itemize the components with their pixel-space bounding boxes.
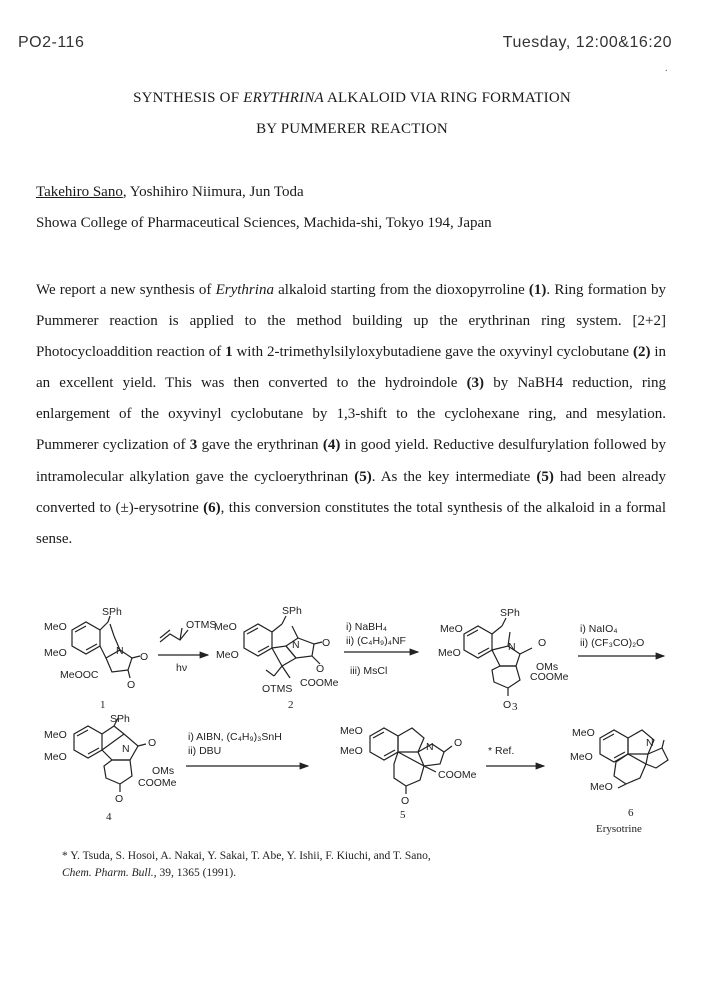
meo-label-6c: MeO	[590, 781, 613, 793]
compound-3	[438, 607, 569, 713]
meo-label-6b: MeO	[570, 751, 593, 763]
n-label-5: N	[426, 741, 434, 753]
o-label-3a: O	[538, 637, 547, 649]
arrow-3-reagent-1: i) NaIO₄	[580, 623, 618, 635]
arrow-4-reagent-2: ii) DBU	[188, 745, 222, 757]
compound-number-5: 5	[400, 809, 406, 821]
arrow-1-reagent: hν	[176, 662, 188, 674]
otms-butadiene	[160, 619, 216, 642]
session-time: Tuesday, 12:00&16:20	[502, 34, 672, 51]
n-label-2: N	[292, 639, 300, 651]
meooc-label-1: MeOOC	[60, 669, 99, 681]
affiliation: Showa College of Pharmaceutical Sciences, Machida-shi, Tokyo 194, Japan	[36, 215, 492, 231]
meo-label-5a: MeO	[340, 725, 363, 737]
meo-label-3b: MeO	[438, 647, 461, 659]
otms-label-2: OTMS	[262, 683, 293, 695]
o-label-4b: O	[115, 793, 124, 805]
n-label-4: N	[122, 743, 130, 755]
erysotrine-label: Erysotrine	[596, 823, 642, 835]
o-label-2a: O	[322, 637, 331, 649]
reference	[62, 848, 431, 882]
o-label-1a: O	[140, 651, 149, 663]
abstract-body: We report a new synthesis of Erythrina alkaloid starting from the dioxopyrroline (1). Ring formation by Pummerer reaction is applied to the method building up the erythrinan ring system. [2+2] Photocycloaddition reaction of 1 with 2-trimethylsilyloxybutadiene gave the oxyvinyl cyclobutane (2) in an excellent yield. This was then converted to the hydroindole (3) by NaBH4 reduction, ring enlargement of the oxyvinyl cyclobutane by 1,3-shift to the cyclohexane ring, and mesylation. Pummerer cyclization of 3 gave the erythrinan (4) in good yield. Reductive desulfurylation followed by intramolecular alkylation gave the cycloerythrinan (5). As the key intermediate (5) had been already converted to (±)-erysotrine (6), this conversion constitutes the total synthesis of the alkaloid in a formal sense.	[36, 282, 667, 547]
compound-1	[44, 606, 148, 711]
coome-label-3: COOMe	[530, 671, 569, 683]
authors: Takehiro Sano, Yoshihiro Niimura, Jun Toda	[36, 184, 304, 200]
meo-label-6a: MeO	[572, 727, 595, 739]
abstract-code: PO2-116	[18, 34, 85, 51]
otms-label-reagent: OTMS	[186, 619, 217, 631]
compound-2	[214, 605, 339, 711]
compound-6	[570, 727, 668, 835]
arrow-5-reagent: * Ref.	[488, 745, 515, 757]
meo-label-3a: MeO	[440, 623, 463, 635]
compound-4	[44, 713, 177, 823]
compound-number-2: 2	[288, 699, 294, 711]
arrow-3-reagent-2: ii) (CF₃CO)₂O	[580, 637, 645, 649]
n-label-3: N	[508, 641, 516, 653]
title-line-1: SYNTHESIS OF ERYTHRINA ALKALOID VIA RING FORMATION	[133, 90, 571, 106]
compound-number-6: 6	[628, 807, 634, 819]
margin-mark: ·	[664, 66, 668, 77]
sph-label-1: SPh	[102, 606, 122, 618]
title-line-2: BY PUMMERER REACTION	[256, 121, 448, 137]
oms-label-4: OMs	[152, 765, 175, 777]
o-label-3b: O	[503, 699, 512, 711]
meo-label-4a: MeO	[44, 729, 67, 741]
coome-label-2: COOMe	[300, 677, 339, 689]
o-label-1b: O	[127, 679, 136, 691]
compound-5	[340, 725, 477, 821]
o-label-4a: O	[148, 737, 157, 749]
n-label-6: N	[646, 737, 654, 749]
o-label-5b: O	[401, 795, 410, 807]
oms-label-3: OMs	[536, 661, 559, 673]
arrow-2-reagent-2: ii) (C₄H₉)₄NF	[346, 635, 406, 647]
arrow-2-reagent-1: i) NaBH₄	[346, 621, 388, 633]
reference-line-2: Chem. Pharm. Bull., 39, 1365 (1991).	[62, 867, 237, 879]
o-label-2b: O	[316, 663, 325, 675]
arrow-4-reagent-1: i) AIBN, (C₄H₉)₃SnH	[188, 731, 282, 743]
presenting-author: Takehiro Sano	[36, 184, 123, 200]
sph-label-3: SPh	[500, 607, 520, 619]
o-label-5a: O	[454, 737, 463, 749]
reaction-scheme	[0, 600, 704, 845]
meo-label-2a: MeO	[214, 621, 237, 633]
compound-number-4: 4	[106, 811, 112, 823]
meo-label-1a: MeO	[44, 621, 67, 633]
meo-label-4b: MeO	[44, 751, 67, 763]
coome-label-5: COOMe	[438, 769, 477, 781]
coome-label-4: COOMe	[138, 777, 177, 789]
meo-label-5b: MeO	[340, 745, 363, 757]
meo-label-1b: MeO	[44, 647, 67, 659]
reference-line-1: * Y. Tsuda, S. Hosoi, A. Nakai, Y. Sakai, T. Abe, Y. Ishii, F. Kiuchi, and T. Sano,	[62, 850, 431, 862]
sph-label-4: SPh	[110, 713, 130, 725]
meo-label-2b: MeO	[216, 649, 239, 661]
n-label-1: N	[116, 645, 124, 657]
compound-number-3: 3	[512, 701, 518, 713]
compound-number-1: 1	[100, 699, 106, 711]
arrow-2-reagent-3: iii) MsCl	[350, 665, 388, 677]
sph-label-2: SPh	[282, 605, 302, 617]
